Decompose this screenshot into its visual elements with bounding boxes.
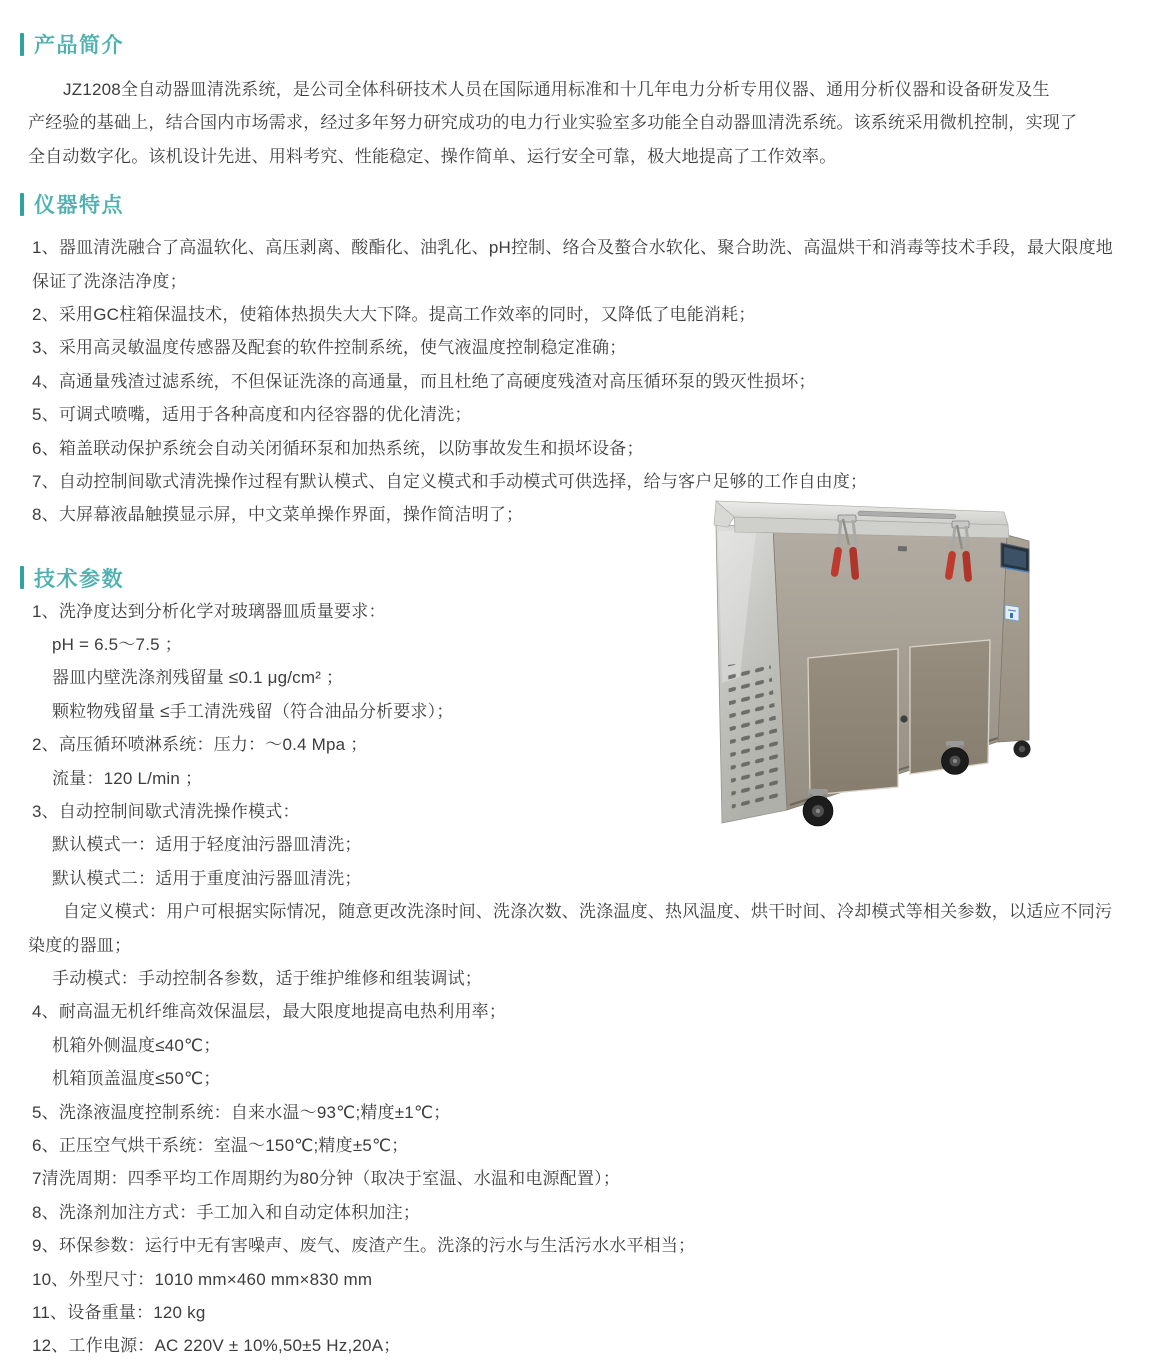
spec-line: 默认模式一：适用于轻度油污器皿清洗； bbox=[52, 835, 362, 855]
spec-line: 染度的器皿； bbox=[28, 935, 132, 955]
feature-line: 保证了洗涤洁净度； bbox=[32, 271, 187, 291]
heading-accent-bar bbox=[20, 33, 24, 56]
feature-line: 8、大屏幕液晶触摸显示屏，中文菜单操作界面，操作简洁明了； bbox=[32, 505, 524, 525]
spec-line: 10、外型尺寸：1010 mm×460 mm×830 mm bbox=[32, 1269, 373, 1289]
section-heading-features bbox=[20, 191, 1150, 217]
section-intro bbox=[0, 0, 1150, 173]
spec-line: 7清洗周期：四季平均工作周期约为80分钟（取决于室温、水温和电源配置）； bbox=[32, 1169, 621, 1189]
caster-wheel-rear-right bbox=[1014, 741, 1031, 758]
spec-line: 11、设备重量：120 kg bbox=[32, 1302, 206, 1322]
spec-line: 9、环保参数：运行中无有害噪声、废气、废渣产生。洗涤的污水与生活污水水平相当； bbox=[32, 1236, 696, 1256]
spec-line: 颗粒物残留量 ≤手工清洗残留（符合油品分析要求）； bbox=[52, 701, 454, 721]
spec-line: 默认模式二：适用于重度油污器皿清洗； bbox=[52, 868, 362, 888]
section-heading-intro bbox=[20, 31, 1150, 57]
spec-line: 手动模式：手动控制各参数，适于维护维修和组装调试； bbox=[52, 968, 482, 988]
intro-line: 全自动数字化。该机设计先进、用料考究、性能稳定、操作简单、运行安全可靠，极大地提高了工作效率。 bbox=[28, 146, 837, 166]
intro-paragraph bbox=[0, 73, 1150, 173]
spec-line: 2、高压循环喷淋系统：压力：～0.4 Mpa ； bbox=[32, 735, 368, 755]
heading-accent-bar bbox=[20, 566, 24, 589]
spec-line: pH = 6.5～7.5 ； bbox=[52, 635, 182, 655]
section-title-specs: 技术参数 bbox=[34, 567, 124, 591]
section-title-intro: 产品简介 bbox=[34, 34, 124, 57]
spec-line: 机箱顶盖温度≤50℃； bbox=[52, 1069, 221, 1089]
feature-line: 6、箱盖联动保护系统会自动关闭循环泵和加热系统，以防事故发生和损坏设备； bbox=[32, 438, 644, 458]
heading-accent-bar bbox=[20, 193, 24, 216]
blue-label-sticker bbox=[1005, 605, 1019, 621]
spec-line: 流量：120 L/min ； bbox=[52, 768, 203, 788]
left-door bbox=[808, 649, 898, 795]
intro-line: JZ1208全自动器皿清洗系统，是公司全体科研技术人员在国际通用标准和十几年电力分析专用仪器、通用分析仪器和设备研发及生 bbox=[63, 80, 1050, 99]
feature-line: 1、器皿清洗融合了高温软化、高压剥离、酸酯化、油乳化、pH控制、络合及螯合水软化、聚合助洗、高温烘干和消毒等技术手段，最大限度地 bbox=[32, 238, 1113, 258]
spec-line: 器皿内壁洗涤剂残留量 ≤0.1 μg/cm² ； bbox=[52, 668, 344, 688]
product-photo bbox=[698, 497, 1060, 835]
section-features bbox=[0, 191, 1150, 532]
feature-line: 4、高通量残渣过滤系统，不但保证洗涤的高通量，而且杜绝了高硬度残渣对高压循环泵的毁灭性损坏； bbox=[32, 371, 816, 391]
feature-line: 2、采用GC柱箱保温技术，使箱体热损失大大下降。提高工作效率的同时，又降低了电能消耗； bbox=[32, 304, 756, 324]
features-list bbox=[0, 231, 1150, 532]
washer-machine-illustration bbox=[698, 497, 1060, 835]
intro-line: 产经验的基础上，结合国内市场需求，经过多年努力研究成功的电力行业实验室多功能全自动器皿清洗系统。该系统采用微机控制，实现了 bbox=[28, 113, 1078, 133]
feature-line: 3、采用高灵敏温度传感器及配套的软件控制系统，使气液温度控制稳定准确； bbox=[32, 338, 627, 358]
section-title-features: 仪器特点 bbox=[34, 194, 124, 218]
machine-lid bbox=[714, 501, 1009, 538]
spec-line: 自定义模式：用户可根据实际情况，随意更改洗涤时间、洗涤次数、洗涤温度、热风温度、烘干时间、冷却模式等相关参数，以适应不同污 bbox=[63, 902, 1113, 922]
spec-line: 3、自动控制间歇式清洗操作模式： bbox=[32, 802, 300, 822]
spec-line: 4、耐高温无机纤维高效保温层，最大限度地提高电热利用率； bbox=[32, 1002, 507, 1022]
spec-line: 1、洗净度达到分析化学对玻璃器皿质量要求： bbox=[32, 601, 386, 621]
feature-line: 5、可调式喷嘴，适用于各种高度和内径容器的优化清洗； bbox=[32, 405, 472, 425]
control-column bbox=[998, 535, 1029, 742]
spec-line: 8、洗涤剂加注方式：手工加入和自动定体积加注； bbox=[32, 1202, 421, 1222]
spec-line: 6、正压空气烘干系统：室温～150℃;精度±5℃； bbox=[32, 1135, 409, 1155]
machine-front-panel bbox=[773, 527, 1009, 810]
keyhole bbox=[900, 715, 907, 722]
feature-line: 7、自动控制间歇式清洗操作过程有默认模式、自定义模式和手动模式可供选择，给与客户足够的工作自由度； bbox=[32, 471, 868, 491]
spec-line: 机箱外侧温度≤40℃； bbox=[52, 1035, 221, 1055]
spec-line: 12、工作电源：AC 220V ± 10%,50±5 Hz,20A； bbox=[32, 1336, 401, 1356]
spec-line: 5、洗涤液温度控制系统：自来水温～93℃;精度±1℃； bbox=[32, 1102, 451, 1122]
